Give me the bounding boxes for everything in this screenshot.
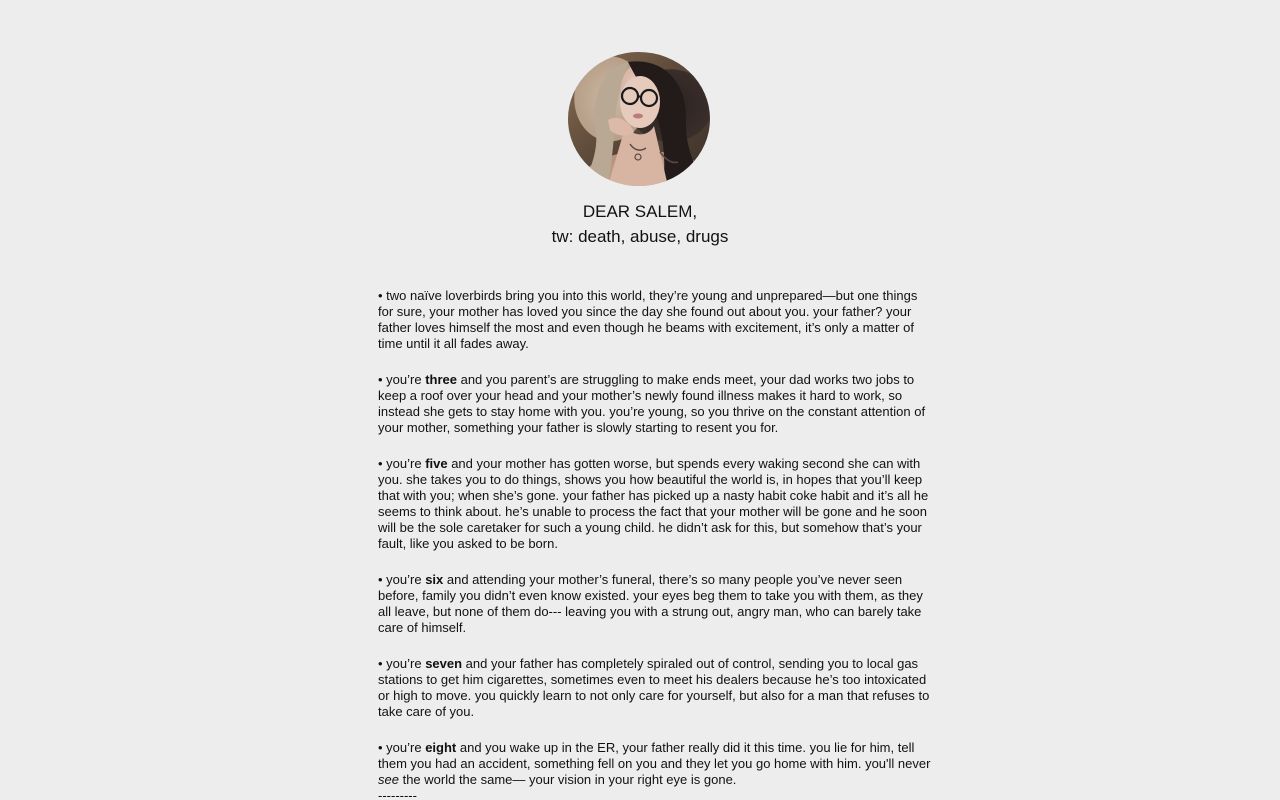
story-paragraph xyxy=(378,372,934,436)
text-divider: --------- xyxy=(378,788,417,800)
paragraph-text: the world the same— your vision in your right eye is gone. xyxy=(398,772,737,787)
avatar-photo-icon xyxy=(568,52,710,186)
age-emphasis: eight xyxy=(425,740,457,755)
story-paragraph xyxy=(378,288,934,352)
story-content xyxy=(378,288,934,800)
paragraph-text: and attending your mother’s funeral, there’s so many people you’ve never seen before, family you didn’t even know existed. your eyes beg them to take you with them, as they all leave, but none of them do--- leaving you with a strung out, angry man, who can barely take care of himself. xyxy=(378,572,923,635)
story-paragraph xyxy=(378,456,934,552)
paragraph-text: • two naïve loverbirds bring you into this world, they’re young and unprepared—but one things for sure, your mother has loved you since the day she found out about you. your father? your father loves himself the most and even though he beams with excitement, it’s only a matter of time until it all fades away. xyxy=(378,288,918,351)
age-emphasis: six xyxy=(425,572,444,587)
paragraph-text: and your father has completely spiraled out of control, sending you to local gas stations to get him cigarettes, sometimes even to meet his dealers because he’s too intoxicated or high to move. you quickly learn to not only care for yourself, but also for a man that refuses to take care of you. xyxy=(378,656,930,719)
profile-subtitle: tw: death, abuse, drugs xyxy=(551,227,729,246)
paragraph-text: • you’re xyxy=(378,656,426,671)
story-paragraph xyxy=(378,656,934,720)
paragraph-text: • you’re xyxy=(378,740,426,755)
paragraph-text: and you wake up in the ER, your father really did it this time. you lie for him, tell them you had an accident, something fell on you and they let you go home with him. you'll never xyxy=(378,740,931,771)
age-emphasis: five xyxy=(425,456,448,471)
story-paragraph xyxy=(378,740,934,788)
story-paragraph xyxy=(378,572,934,636)
profile-avatar xyxy=(568,52,710,186)
age-emphasis: three xyxy=(425,372,457,387)
paragraph-text: and you parent’s are struggling to make ends meet, your dad works two jobs to keep a roof over your head and your mother’s newly found illness makes it hard to work, so instead she gets to stay home with you. you’re young, so you thrive on the constant attention of your mother, something your father is slowly starting to resent you for. xyxy=(378,372,926,435)
paragraph-text: • you’re xyxy=(378,372,426,387)
paragraph-text: • you’re xyxy=(378,572,426,587)
paragraph-text: and your mother has gotten worse, but spends every waking second she can with you. she takes you to do things, shows you how beautiful the world is, in hopes that you’ll keep that with you; when she’s gone. your father has picked up a nasty habit coke habit and it’s all he seems to think about. he’s unable to process the fact that your mother will be gone and he soon will be the sole caretaker for such a young child. he didn’t ask for this, but somehow that’s your fault, like you asked to be born. xyxy=(378,456,929,551)
paragraph-text: • you’re xyxy=(378,456,426,471)
age-emphasis: seven xyxy=(425,656,463,671)
italic-emphasis: see xyxy=(378,772,399,787)
profile-name: DEAR SALEM, xyxy=(582,202,698,221)
